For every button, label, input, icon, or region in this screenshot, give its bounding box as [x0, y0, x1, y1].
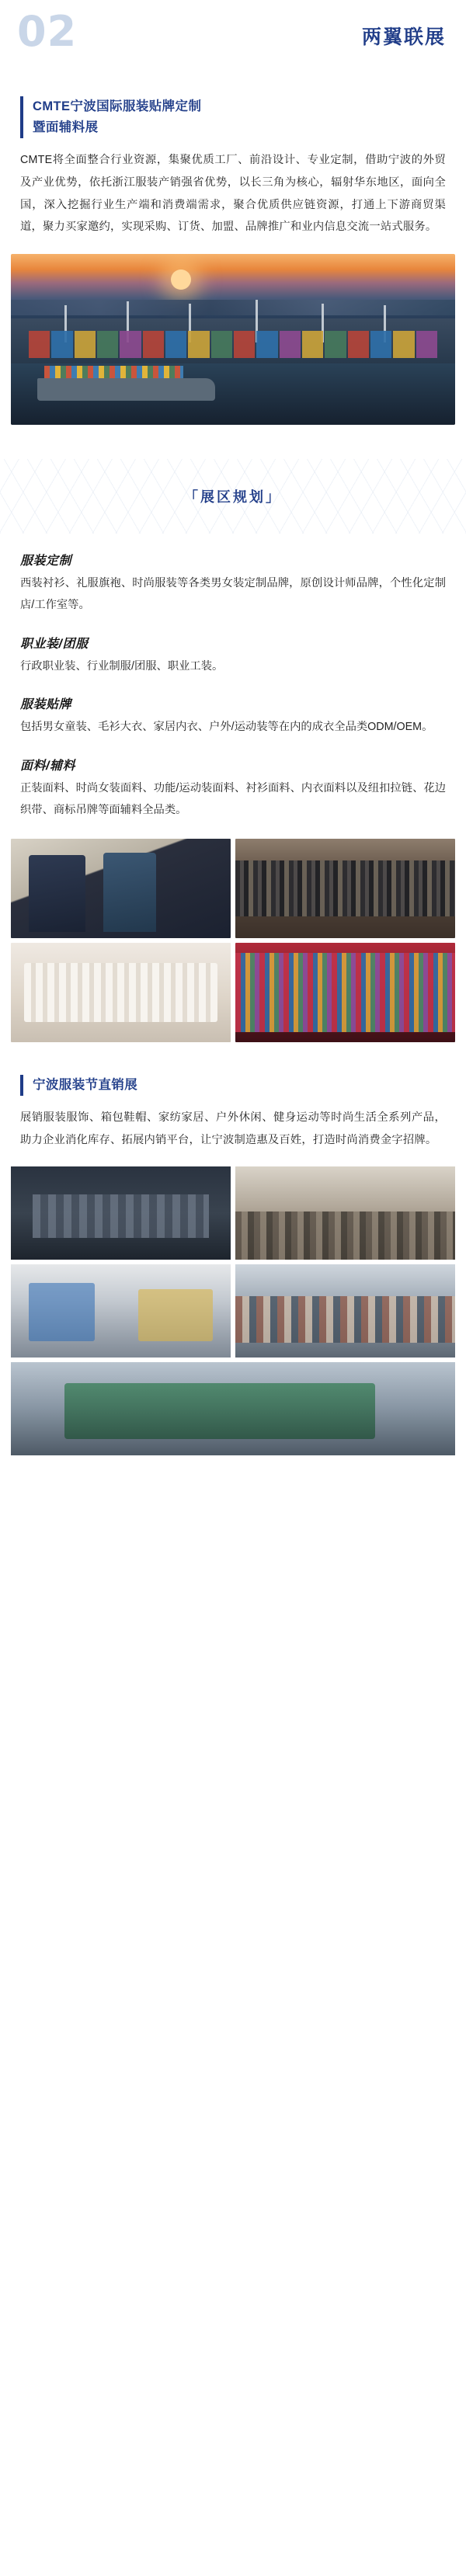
plan-heading: 「展区规划」	[184, 488, 282, 505]
sun-decor	[171, 269, 191, 290]
category-item	[20, 634, 446, 678]
intro-title-line-2: 暨面辅料展	[33, 120, 99, 135]
cargo-ship-icon	[37, 378, 215, 401]
category-title: 面料/辅料	[20, 760, 75, 773]
intro-title-line-1: CMTE宁波国际服装贴牌定制	[33, 99, 202, 113]
gallery-photo-fabric	[235, 943, 455, 1042]
category-desc: 西装衬衫、礼服旗袍、时尚服装等各类男女装定制品牌，原创设计师品牌，个性化定制店/工作室等。	[20, 576, 446, 611]
gallery-photo-suits	[11, 839, 231, 938]
category-title: 职业装/团服	[20, 637, 89, 651]
gallery-photo-rack	[235, 839, 455, 938]
category-desc: 正装面料、时尚女装面料、功能/运动装面料、衬衫面料、内衣面料以及纽扣拉链、花边织带、商标吊牌等面辅料全品类。	[20, 782, 446, 817]
category-item	[20, 756, 446, 822]
intro-paragraph: CMTE将全面整合行业资源，集聚优质工厂、前沿设计、专业定制，借助宁波的外贸及产业优势，依托浙江服装产销强省优势，以长三角为核心，辐射华东地区，面向全国，深入挖掘行业生产端和消费端需求，聚合优质供应链资源，打通上下游商贸渠道，聚力买家邀约，实现采购、订货、加盟、品牌推广和业内信息交流一站式服务。	[20, 154, 446, 234]
container-stacks	[29, 331, 437, 358]
skyline-decor	[11, 300, 455, 315]
section-number: 02	[17, 7, 78, 56]
category-desc: 行政职业装、行业制服/团服、职业工装。	[20, 659, 224, 673]
fair-title-block	[20, 1075, 446, 1096]
category-item	[20, 694, 446, 739]
plan-heading-block	[0, 459, 466, 534]
port-photo	[11, 254, 455, 425]
page-header	[0, 0, 466, 92]
apparel-gallery	[11, 839, 455, 1042]
category-desc: 包括男女童装、毛衫大衣、家居内衣、户外/运动装等在内的成衣全品类ODM/OEM。	[20, 721, 433, 734]
fair-title: 宁波服装节直销展	[33, 1078, 138, 1093]
intro-title-block	[20, 96, 446, 138]
fair-photo-selection	[235, 1264, 455, 1358]
category-title: 服装贴牌	[20, 698, 72, 712]
fair-photo-customers	[11, 1362, 455, 1455]
fair-photo-booth-shopping	[235, 1166, 455, 1260]
fair-paragraph: 展销服装服饰、箱包鞋帽、家纺家居、户外休闲、健身运动等时尚生活全系列产品，助力企业消化库存、拓展内销平台，让宁波制造惠及百姓，打造时尚消费金字招牌。	[20, 1111, 446, 1146]
fair-photo-brand-stand	[11, 1264, 231, 1358]
gallery-photo-white-rack	[11, 943, 231, 1042]
bottom-spacer	[0, 1455, 466, 1477]
fair-gallery	[11, 1166, 455, 1455]
fair-photo-crowd	[11, 1166, 231, 1260]
page-title: 两翼联展	[361, 26, 446, 48]
category-item	[20, 551, 446, 617]
category-title: 服装定制	[20, 554, 72, 568]
